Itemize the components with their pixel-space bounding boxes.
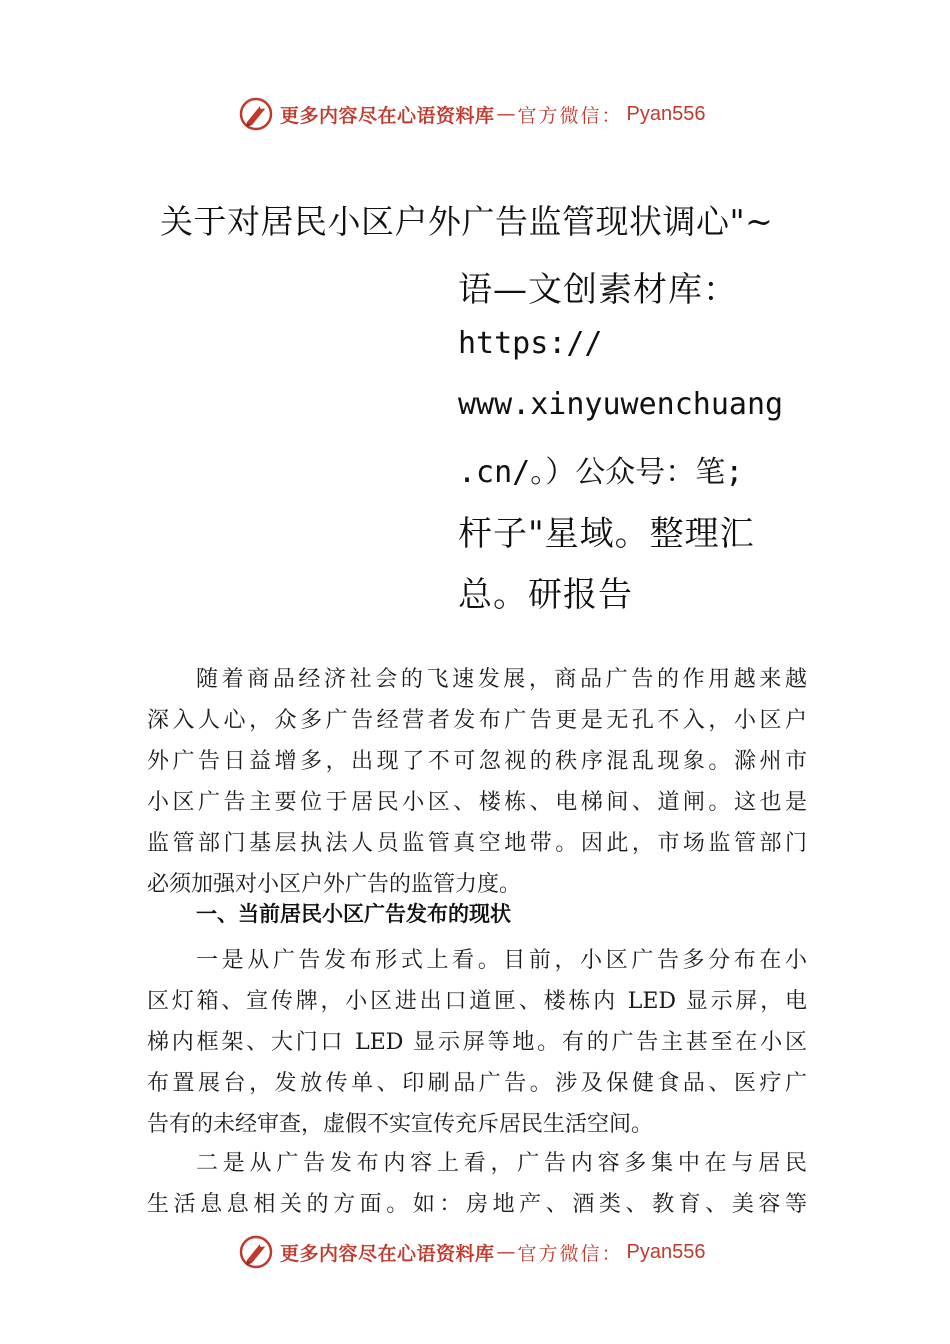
pen-logo-icon	[238, 1234, 274, 1270]
banner-dash: —	[496, 103, 516, 125]
pen-logo-icon	[238, 96, 274, 132]
banner-dash: —	[496, 1241, 516, 1263]
paragraph-line: 梯内框架、大门口 LED 显示屏等地。有的广告主甚至在小区	[147, 1030, 807, 1055]
paragraph-line: 一是从广告发布形式上看。目前，小区广告多分布在小	[196, 948, 807, 973]
paragraph-line: 必须加强对小区户外广告的监管力度。	[147, 872, 522, 897]
paragraph-line: 外广告日益增多，出现了不可忽视的秩序混乱现象。滁州市	[147, 749, 807, 774]
title-continuation-line: 总。研报告	[458, 575, 633, 615]
paragraph-line: 区灯箱、宣传牌，小区进出口道匣、楼栋内 LED 显示屏，电	[147, 989, 807, 1014]
section-paragraph-1	[147, 940, 807, 1145]
paragraph-line: 深入人心，众多广告经营者发布广告更是无孔不入，小区户	[147, 708, 807, 733]
header-banner	[238, 94, 758, 134]
section-heading: 一、当前居民小区广告发布的现状	[196, 902, 511, 926]
paragraph-line: 布置展台，发放传单、印刷品广告。涉及保健食品、医疗广	[147, 1071, 807, 1096]
paragraph-line: 告有的未经审查，虚假不实宣传充斥居民生活空间。	[147, 1112, 654, 1137]
banner-brand-text: 更多内容尽在心语资料库	[280, 1242, 495, 1265]
banner-wechat-id: Pyan556	[626, 1240, 706, 1263]
title-continuation-line: 语—文创素材库：	[458, 270, 738, 310]
intro-paragraph	[147, 659, 807, 905]
paragraph-line: 随着商品经济社会的飞速发展，商品广告的作用越来越	[196, 667, 807, 692]
section-paragraph-2	[147, 1143, 807, 1225]
paragraph-line: 生活息息相关的方面。如：房地产、酒类、教育、美容等	[147, 1192, 807, 1217]
banner-wechat-label: 官方微信：	[517, 1242, 623, 1265]
title-continuation-line: www.xinyuwenchuang	[458, 387, 784, 422]
footer-banner	[238, 1232, 758, 1272]
paragraph-line: 二是从广告发布内容上看，广告内容多集中在与居民	[196, 1151, 807, 1176]
document-title: 关于对居民小区户外广告监管现状调心"~	[160, 202, 774, 241]
banner-brand-text: 更多内容尽在心语资料库	[280, 104, 495, 127]
banner-wechat-label: 官方微信：	[517, 104, 623, 127]
paragraph-line: 小区广告主要位于居民小区、楼栋、电梯间、道闸。这也是	[147, 790, 807, 815]
title-continuation-line: https://	[458, 326, 603, 361]
paragraph-line: 监管部门基层执法人员监管真空地带。因此，市场监管部门	[147, 831, 807, 856]
title-continuation-line: 杆子"星域。整理汇	[458, 514, 755, 554]
banner-wechat-id: Pyan556	[626, 102, 706, 125]
title-continuation-line: .cn/。）公众号：笔;	[458, 455, 744, 490]
